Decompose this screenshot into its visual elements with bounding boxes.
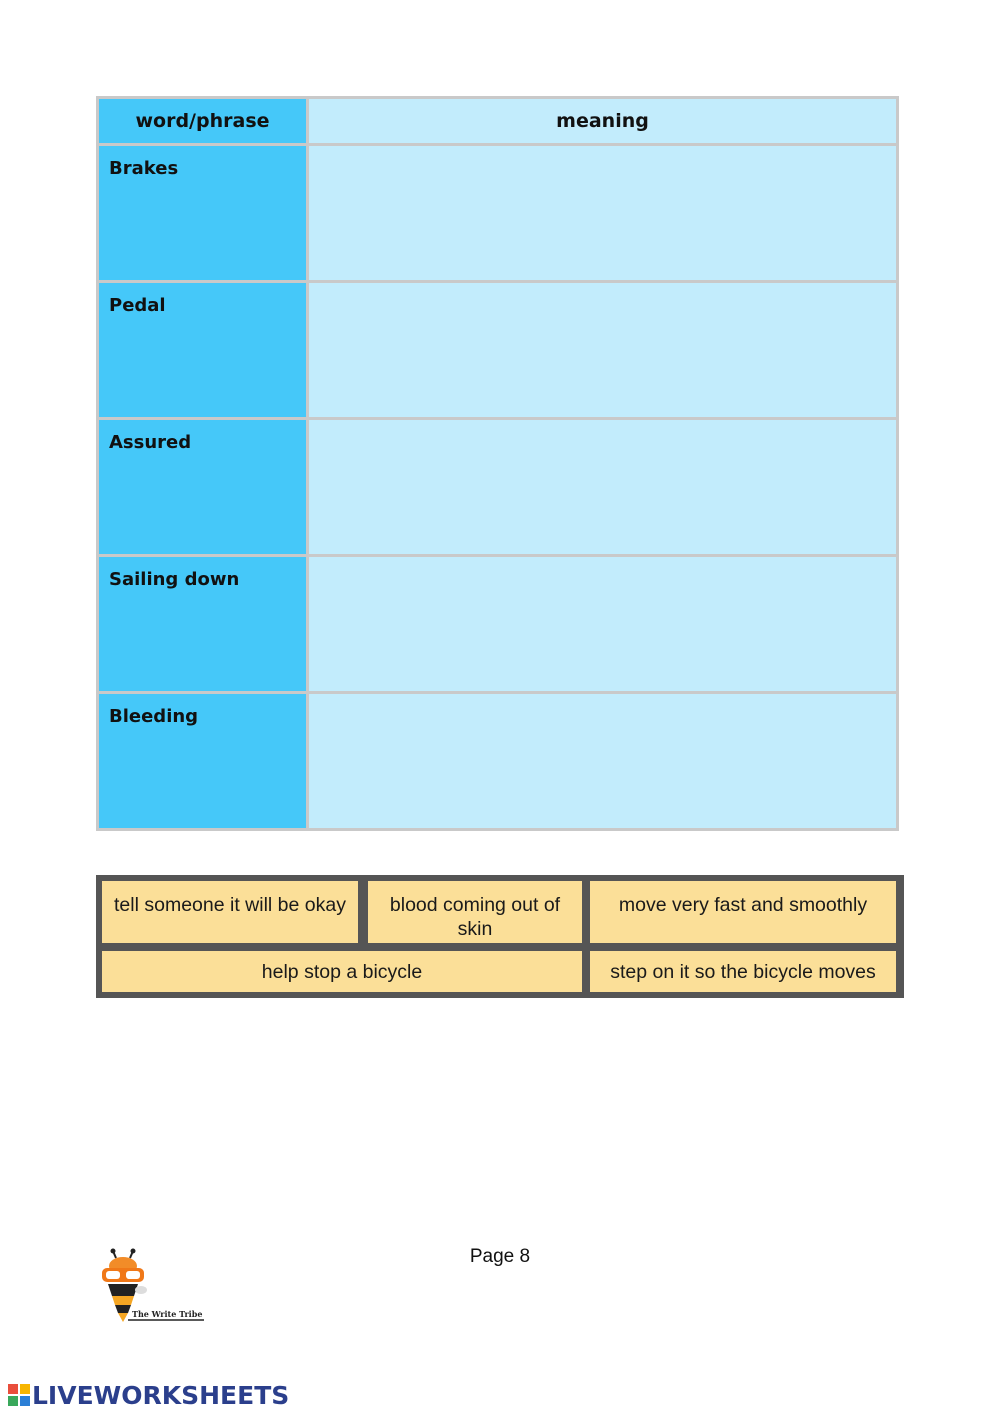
- table-row: [98, 556, 898, 693]
- word-cell-brakes: Brakes: [98, 145, 308, 282]
- meaning-drop-zone[interactable]: [308, 282, 898, 419]
- brand-logo-icon: [8, 1384, 30, 1406]
- brand-name: LIVEWORKSHEETS: [32, 1380, 290, 1410]
- table-row: [98, 693, 898, 830]
- draggable-card-sailing-meaning[interactable]: move very fast and smoothly: [590, 881, 896, 943]
- word-cell-assured: Assured: [98, 419, 308, 556]
- meaning-drop-zone[interactable]: [308, 145, 898, 282]
- word-cell-pedal: Pedal: [98, 282, 308, 419]
- draggable-card-bleeding-meaning[interactable]: blood coming out of skin: [368, 881, 582, 943]
- liveworksheets-brand: [8, 1378, 289, 1412]
- table-row: [98, 145, 898, 282]
- logo-caption: The Write Tribe: [132, 1309, 203, 1319]
- table-row: [98, 282, 898, 419]
- table-header-row: [98, 98, 898, 145]
- draggable-card-brakes-meaning[interactable]: help stop a bicycle: [102, 951, 582, 992]
- write-tribe-logo: [96, 1248, 208, 1328]
- word-bank: [96, 875, 904, 998]
- vocabulary-table: [96, 96, 899, 831]
- word-cell-sailing-down: Sailing down: [98, 556, 308, 693]
- meaning-drop-zone[interactable]: [308, 693, 898, 830]
- word-column-header: word/phrase: [98, 98, 308, 145]
- table-row: [98, 419, 898, 556]
- word-cell-bleeding: Bleeding: [98, 693, 308, 830]
- draggable-card-reassure[interactable]: tell someone it will be okay: [102, 881, 358, 943]
- meaning-drop-zone[interactable]: [308, 556, 898, 693]
- draggable-card-pedal-meaning[interactable]: step on it so the bicycle moves: [590, 951, 896, 992]
- page-number: Page 8: [469, 1246, 531, 1267]
- meaning-column-header: meaning: [308, 98, 898, 145]
- meaning-drop-zone[interactable]: [308, 419, 898, 556]
